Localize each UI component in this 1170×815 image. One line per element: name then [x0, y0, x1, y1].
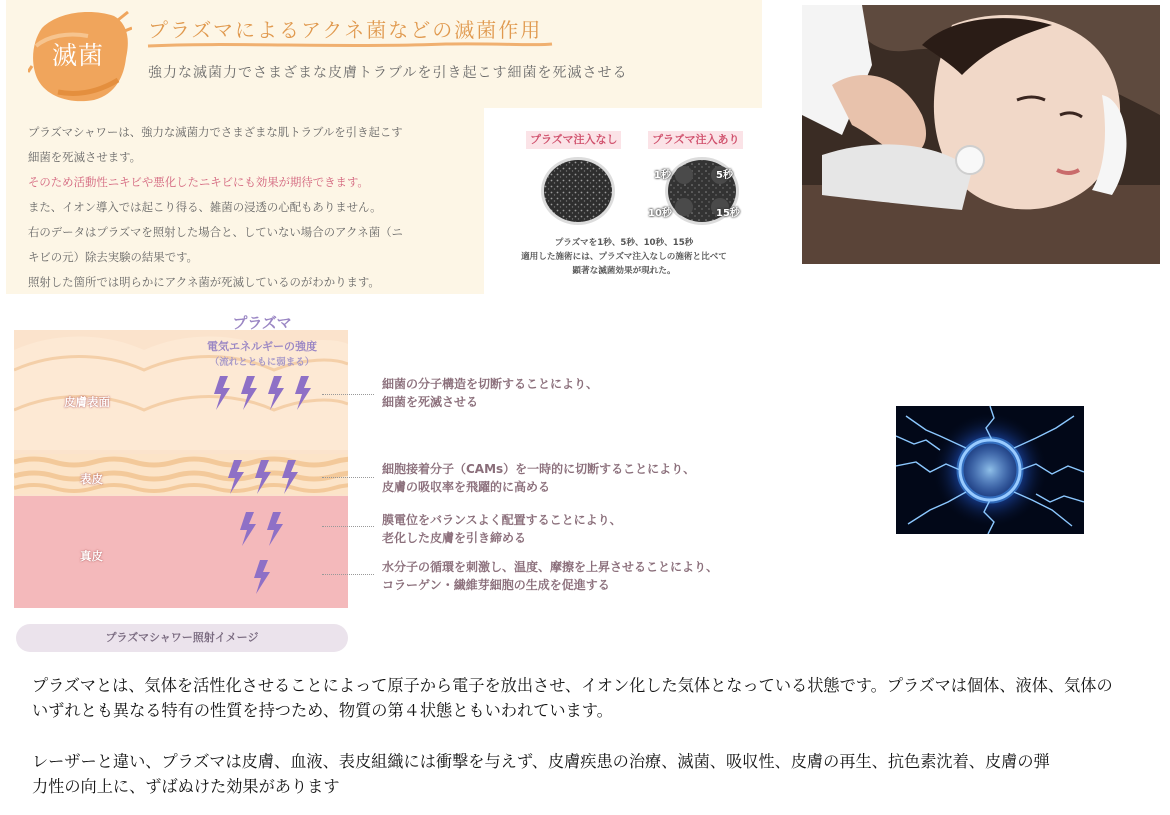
lightning-bolt-icon — [241, 376, 257, 410]
paragraph-plasma-benefits — [32, 750, 1142, 800]
layer-label-skin-surface: 皮膚表面 — [64, 395, 110, 409]
description-line-highlight: そのため活動性ニキビや悪化したニキビにも効果が期待できます。 — [28, 175, 369, 189]
caption-line: 顕著な滅菌効果が現れた。 — [572, 266, 676, 276]
facial-treatment-photo — [802, 5, 1160, 264]
diagram-title: プラズマ — [232, 314, 292, 332]
leader-line — [322, 394, 374, 395]
experiment-caption — [506, 236, 742, 278]
time-label: 1秒 — [654, 170, 671, 181]
lightning-bolt-icon — [282, 460, 298, 494]
lightning-bolt-icon — [240, 512, 256, 546]
effect-line: 細菌の分子構造を切断することにより、 — [382, 377, 599, 391]
paragraph-line: レーザーと違い、プラズマは皮膚、血液、表皮組織には衝撃を与えず、皮膚疾患の治療、滅菌、吸収性、皮膚の再生、抗色素沈着、皮膚の弾 — [32, 753, 1050, 771]
lightning-bolt-icon — [268, 376, 284, 410]
description-line: また、イオン導入では起こり得る、雑菌の浸透の心配もありません。 — [28, 200, 382, 214]
section-subtitle: 強力な滅菌力でさまざまな皮膚トラブルを引き起こす細菌を死滅させる — [148, 65, 628, 81]
badge-label: 滅菌 — [51, 41, 104, 70]
section-title: プラズマによるアクネ菌などの滅菌作用 — [148, 18, 543, 42]
paragraph-plasma-definition — [32, 674, 1142, 724]
effect-3 — [382, 511, 622, 547]
leader-line — [322, 574, 374, 575]
caption-line: プラズマを1秒、5秒、10秒、15秒 — [554, 238, 694, 248]
plasma-electric-image — [896, 406, 1084, 534]
description-line: 右のデータはプラズマを照射した場合と、していない場合のアクネ菌（ニ — [28, 225, 403, 239]
lightning-bolt-icon — [295, 376, 311, 410]
description-line: 細菌を死滅させます。 — [28, 150, 141, 164]
lightning-bolts — [200, 372, 340, 602]
time-label: 15秒 — [716, 208, 740, 219]
effect-line: コラーゲン・繊維芽細胞の生成を促進する — [382, 578, 610, 592]
energy-subtitle: （流れとともに弱まる） — [209, 357, 315, 368]
description-text — [28, 120, 478, 295]
paragraph-line: いずれとも異なる特有の性質を持つため、物質の第４状態ともいわれています。 — [32, 702, 613, 720]
layer-label-dermis: 真皮 — [80, 549, 103, 563]
effect-line: 細胞接着分子（CAMs）を一時的に切断することにより、 — [382, 462, 696, 476]
effect-4 — [382, 558, 718, 594]
effect-line: 皮膚の吸収率を飛躍的に高める — [382, 480, 551, 494]
effect-line: 細菌を死滅させる — [382, 395, 479, 409]
description-line: 照射した箇所では明らかにアクネ菌が死滅しているのがわかります。 — [28, 275, 380, 289]
paragraph-line: プラズマとは、気体を活性化させることによって原子から電子を放出させ、イオン化した気体となっている状態です。プラズマは個体、液体、気体の — [32, 677, 1113, 695]
title-underline — [146, 40, 554, 50]
lightning-bolt-icon — [228, 460, 244, 494]
diagram-caption: プラズマシャワー照射イメージ — [16, 624, 348, 652]
layer-label-epidermis: 表皮 — [80, 472, 103, 486]
lightning-bolt-icon — [254, 560, 270, 594]
effect-1 — [382, 375, 598, 411]
paragraph-line: 力性の向上に、ずばぬけた効果があります — [32, 778, 340, 796]
petri-dish-control — [538, 155, 618, 227]
effect-line: 水分子の循環を刺激し、温度、摩擦を上昇させることにより、 — [382, 560, 719, 574]
label-with-plasma: プラズマ注入あり — [648, 131, 743, 149]
leader-line — [322, 477, 374, 478]
energy-title: 電気エネルギーの強度 — [207, 340, 317, 353]
caption-line: 適用した施術には、プラズマ注入なしの施術と比べて — [521, 252, 727, 262]
effect-line: 老化した皮膚を引き締める — [382, 531, 527, 545]
time-label: 10秒 — [648, 208, 672, 219]
description-line: プラズマシャワーは、強力な滅菌力でさまざまな肌トラブルを引き起こす — [28, 125, 403, 139]
lightning-bolt-icon — [214, 376, 230, 410]
effect-2 — [382, 460, 695, 496]
leader-line — [322, 526, 374, 527]
lightning-bolt-icon — [255, 460, 271, 494]
label-without-plasma: プラズマ注入なし — [526, 131, 621, 149]
effect-line: 膜電位をバランスよく配置することにより、 — [382, 513, 622, 527]
lightning-bolt-icon — [267, 512, 283, 546]
description-line: キビの元）除去実験の結果です。 — [28, 250, 198, 264]
time-label: 5秒 — [716, 170, 733, 181]
